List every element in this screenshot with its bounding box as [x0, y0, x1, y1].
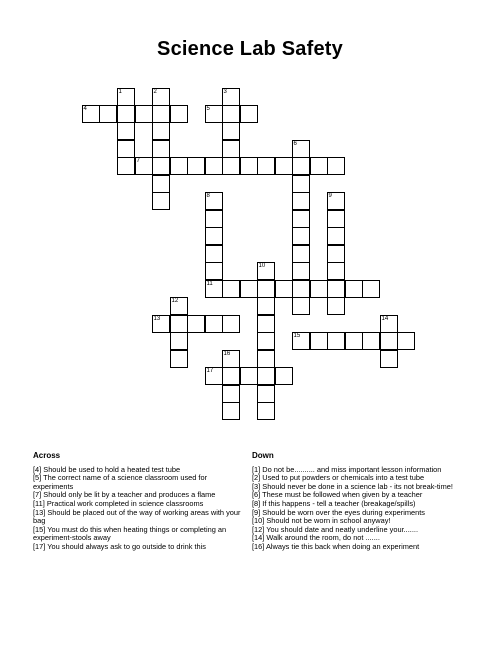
crossword-cell-14[interactable] — [380, 315, 398, 333]
crossword-cell[interactable] — [327, 262, 345, 280]
crossword-cell[interactable] — [170, 315, 188, 333]
crossword-cell[interactable] — [327, 227, 345, 245]
crossword-cell[interactable] — [222, 280, 240, 298]
down-clues — [252, 452, 484, 552]
crossword-cell[interactable] — [310, 280, 328, 298]
across-heading: Across — [33, 451, 61, 460]
clue-number: 8 — [206, 192, 210, 199]
down-clue: [12] You should date and neatly underline your....... — [252, 524, 419, 534]
crossword-cell-12[interactable] — [170, 297, 188, 315]
crossword-cell[interactable] — [257, 367, 275, 385]
clue-number: 14 — [381, 315, 389, 322]
crossword-cell-13[interactable] — [152, 315, 170, 333]
crossword-cell[interactable] — [362, 280, 380, 298]
crossword-cell[interactable] — [187, 315, 205, 333]
crossword-cell[interactable] — [345, 280, 363, 298]
down-clue: [9] Should be worn over the eyes during experiments — [252, 507, 425, 517]
clue-number: 3 — [223, 88, 227, 95]
crossword-cell[interactable] — [327, 332, 345, 350]
crossword-cell[interactable] — [327, 210, 345, 228]
down-clue: [8] If this happens - tell a teacher (breakage/spills) — [252, 498, 416, 508]
crossword-cell[interactable] — [222, 157, 240, 175]
clue-number: 10 — [258, 262, 266, 269]
crossword-cell[interactable] — [292, 262, 310, 280]
crossword-cell[interactable] — [292, 297, 310, 315]
crossword-cell-3[interactable] — [222, 88, 240, 106]
crossword-cell[interactable] — [205, 157, 223, 175]
clue-number: 15 — [293, 332, 301, 339]
clue-number: 11 — [206, 280, 213, 287]
crossword-cell[interactable] — [152, 175, 170, 193]
crossword-cell[interactable] — [380, 332, 398, 350]
across-clue: [5] The correct name of a science classroom used for experiments — [33, 473, 208, 491]
down-clue: [16] Always tie this back when doing an experiment — [252, 541, 420, 551]
crossword-cell[interactable] — [292, 227, 310, 245]
crossword-cell[interactable] — [170, 350, 188, 368]
crossword-cell[interactable] — [99, 105, 117, 123]
page-title: Science Lab Safety — [157, 38, 343, 60]
crossword-cell[interactable] — [292, 245, 310, 263]
crossword-cell[interactable] — [170, 105, 188, 123]
crossword-cell[interactable] — [257, 315, 275, 333]
crossword-cell[interactable] — [275, 367, 293, 385]
clue-number: 17 — [206, 367, 214, 374]
across-clue: [13] Should be placed out of the way of working areas with your bag — [33, 507, 241, 526]
crossword-cell[interactable] — [170, 332, 188, 350]
crossword-cell[interactable] — [152, 192, 170, 210]
crossword-cell[interactable] — [222, 122, 240, 140]
crossword-cell[interactable] — [187, 157, 205, 175]
crossword-cell[interactable] — [117, 140, 135, 158]
crossword-cell[interactable] — [310, 157, 328, 175]
across-clue: [4] Should be used to hold a heated test tube — [33, 464, 181, 474]
crossword-cell[interactable] — [222, 367, 240, 385]
clue-number: 4 — [83, 105, 87, 112]
clue-number: 16 — [223, 350, 231, 357]
crossword-cell[interactable] — [345, 332, 363, 350]
crossword-cell[interactable] — [222, 385, 240, 403]
crossword-cell[interactable] — [380, 350, 398, 368]
down-clue: [1] Do not be.......... and miss important lesson information — [252, 464, 442, 474]
crossword-cell-8[interactable] — [205, 192, 223, 210]
crossword-cell[interactable] — [205, 245, 223, 263]
crossword-cell[interactable] — [117, 122, 135, 140]
across-clue: [17] You should always ask to go outside to drink this — [33, 541, 206, 551]
crossword-cell-15[interactable] — [292, 332, 310, 350]
crossword-cell[interactable] — [257, 297, 275, 315]
down-clue: [3] Should never be done in a science lab - its not break-time! — [252, 481, 453, 491]
clue-number: 2 — [153, 88, 157, 95]
crossword-cell[interactable] — [205, 262, 223, 280]
clue-number: 5 — [206, 105, 210, 112]
crossword-cell[interactable] — [292, 192, 310, 210]
crossword-cell[interactable] — [222, 402, 240, 420]
clue-number: 1 — [118, 88, 122, 95]
crossword-cell[interactable] — [327, 280, 345, 298]
crossword-cell[interactable] — [292, 210, 310, 228]
crossword-cell[interactable] — [135, 105, 153, 123]
crossword-cell-2[interactable] — [152, 88, 170, 106]
crossword-cell[interactable] — [275, 280, 293, 298]
across-clue: [15] You must do this when heating things or completing an experiment-stools away — [33, 524, 227, 543]
crossword-cell[interactable] — [170, 157, 188, 175]
crossword-cell[interactable] — [152, 140, 170, 158]
down-clue: [10] Should not be worn in school anyway! — [252, 516, 391, 526]
crossword-cell[interactable] — [257, 385, 275, 403]
crossword-cell[interactable] — [310, 332, 328, 350]
crossword-cell[interactable] — [257, 280, 275, 298]
crossword-cell-6[interactable] — [292, 140, 310, 158]
crossword-cell[interactable] — [222, 315, 240, 333]
crossword-cell[interactable] — [257, 332, 275, 350]
clue-number: 9 — [328, 192, 332, 199]
clue-number: 6 — [293, 140, 297, 147]
crossword-cell[interactable] — [152, 122, 170, 140]
crossword-cell[interactable] — [292, 157, 310, 175]
crossword-cell[interactable] — [257, 350, 275, 368]
crossword-cell[interactable] — [117, 105, 135, 123]
crossword-cell-7[interactable] — [135, 157, 153, 175]
down-clue: [6] These must be followed when given by a teacher — [252, 490, 423, 500]
crossword-cell[interactable] — [275, 157, 293, 175]
crossword-cell[interactable] — [257, 157, 275, 175]
crossword-cell[interactable] — [292, 280, 310, 298]
crossword-cell[interactable] — [205, 227, 223, 245]
crossword-cell[interactable] — [240, 367, 258, 385]
down-clue: [2] Used to put powders or chemicals into a test tube — [252, 473, 425, 483]
crossword-cell-16[interactable] — [222, 350, 240, 368]
crossword-cell[interactable] — [397, 332, 415, 350]
crossword-cell[interactable] — [240, 105, 258, 123]
crossword-cell[interactable] — [117, 157, 135, 175]
crossword-cell[interactable] — [205, 315, 223, 333]
crossword-cell[interactable] — [240, 157, 258, 175]
crossword-cell-17[interactable] — [205, 367, 223, 385]
clue-number: 12 — [171, 297, 179, 304]
crossword-cell[interactable] — [327, 157, 345, 175]
crossword-cell[interactable] — [292, 175, 310, 193]
across-clue: [7] Should only be lit by a teacher and produces a flame — [33, 490, 216, 500]
clue-number: 13 — [153, 315, 161, 322]
crossword-cell[interactable] — [222, 140, 240, 158]
crossword-cell-10[interactable] — [257, 262, 275, 280]
crossword-cell[interactable] — [362, 332, 380, 350]
across-clues — [33, 452, 245, 552]
crossword-cell-4[interactable] — [82, 105, 100, 123]
crossword-cell[interactable] — [222, 105, 240, 123]
crossword-cell[interactable] — [205, 210, 223, 228]
crossword-cell[interactable] — [257, 402, 275, 420]
down-heading: Down — [252, 451, 274, 460]
crossword-cell-5[interactable] — [205, 105, 223, 123]
crossword-cell-1[interactable] — [117, 88, 135, 106]
clue-number: 7 — [136, 157, 140, 164]
crossword-cell[interactable] — [327, 245, 345, 263]
crossword-cell-9[interactable] — [327, 192, 345, 210]
crossword-cell[interactable] — [240, 280, 258, 298]
crossword-cell[interactable] — [152, 157, 170, 175]
crossword-cell[interactable] — [152, 105, 170, 123]
crossword-cell[interactable] — [327, 297, 345, 315]
down-clue: [14] Walk around the room, do not ....... — [252, 533, 380, 543]
crossword-cell-11[interactable] — [205, 280, 223, 298]
across-clue: [11] Practical work completed in science classrooms — [33, 498, 204, 508]
